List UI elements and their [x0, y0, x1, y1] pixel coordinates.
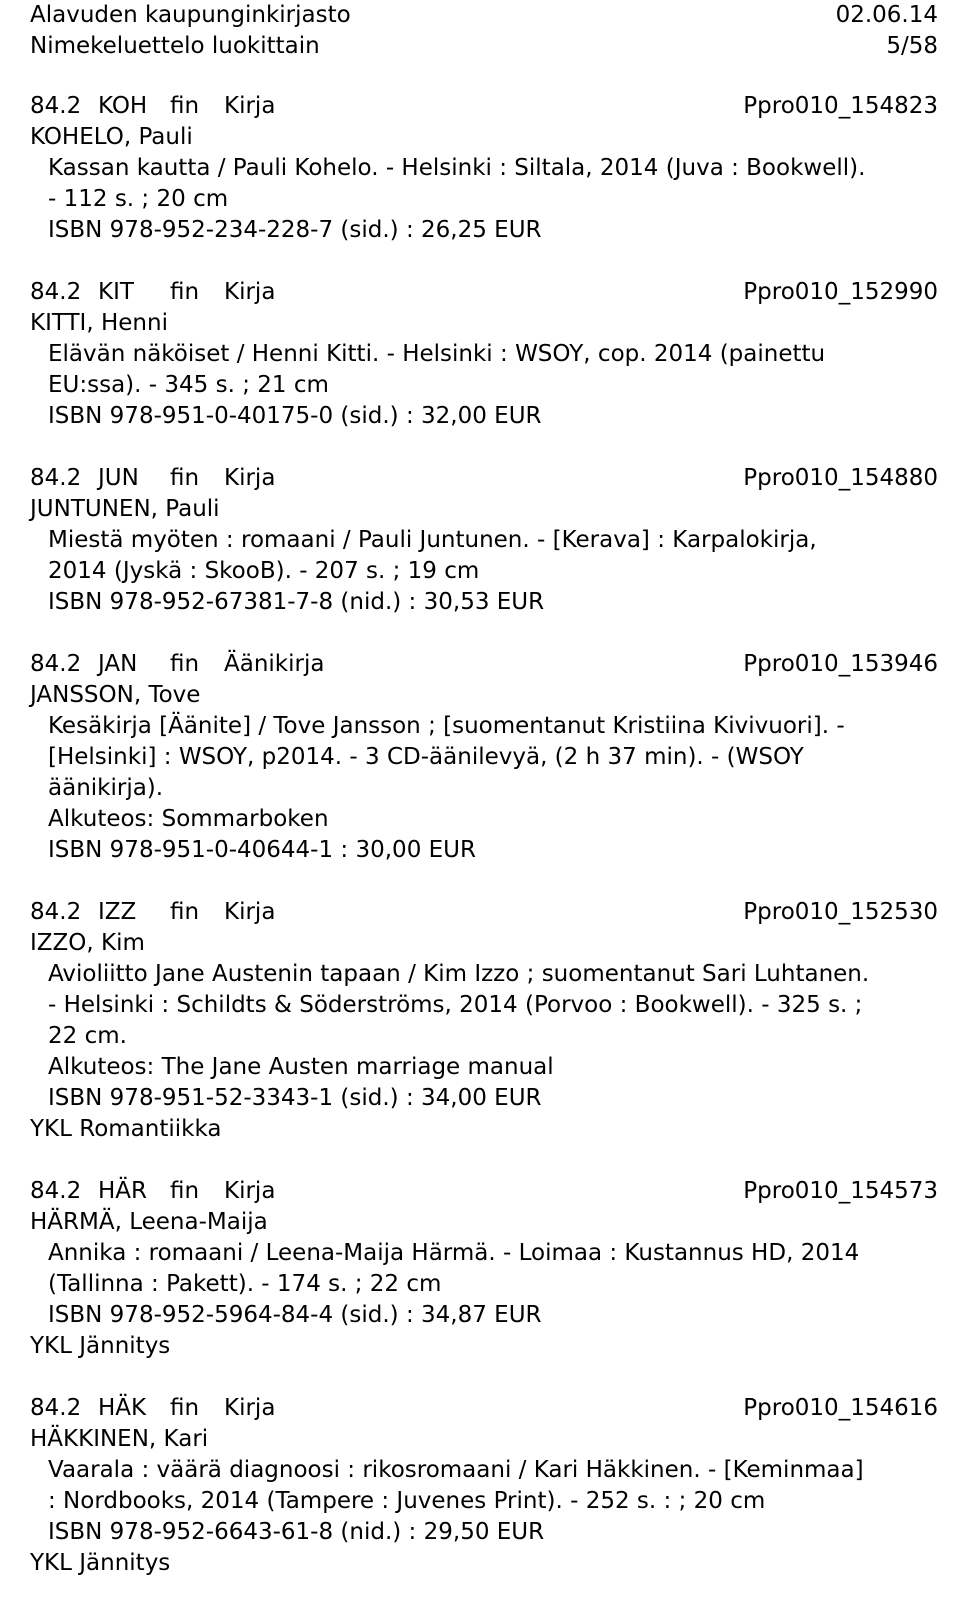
record-genre: YKL Jännitys	[30, 1550, 171, 1576]
record-description-line: ISBN 978-952-6643-61-8 (nid.) : 29,50 EUR	[48, 1519, 545, 1545]
language-code: fin	[170, 1395, 200, 1421]
material-type: Äänikirja	[224, 651, 325, 677]
language-code: fin	[170, 899, 200, 925]
record-codes	[30, 463, 275, 494]
record-id: Ppro010_154573	[743, 1178, 938, 1204]
record-header	[30, 1176, 938, 1207]
record-description-line: EU:ssa). - 345 s. ; 21 cm	[48, 372, 329, 398]
record-header	[30, 277, 938, 308]
record-codes	[30, 1176, 275, 1207]
list-title: Nimekeluettelo luokittain	[30, 33, 320, 59]
record-description-line: Kassan kautta / Pauli Kohelo. - Helsinki : Siltala, 2014 (Juva : Bookwell).	[48, 155, 866, 181]
record-description-line: Alkuteos: Sommarboken	[48, 806, 329, 832]
record-header	[30, 897, 938, 928]
material-type: Kirja	[224, 1178, 276, 1204]
record-codes	[30, 1393, 275, 1424]
language-code: fin	[170, 1178, 200, 1204]
record-codes	[30, 897, 275, 928]
language-code: fin	[170, 93, 200, 119]
record-author: JUNTUNEN, Pauli	[30, 496, 220, 522]
record-author: KITTI, Henni	[30, 310, 168, 336]
catalog-record	[30, 463, 938, 618]
shelf-code: HÄR	[98, 1178, 148, 1204]
class-number: 84.2	[30, 465, 82, 491]
record-description-line: 22 cm.	[48, 1023, 127, 1049]
record-codes	[30, 277, 275, 308]
header-row-1	[30, 0, 938, 31]
catalog-record	[30, 649, 938, 866]
record-description-line: Alkuteos: The Jane Austen marriage manual	[48, 1054, 554, 1080]
catalog-record	[30, 277, 938, 432]
catalog-record	[30, 91, 938, 246]
class-number: 84.2	[30, 899, 82, 925]
record-description-line: ISBN 978-951-52-3343-1 (sid.) : 34,00 EUR	[48, 1085, 542, 1111]
record-description-line: Elävän näköiset / Henni Kitti. - Helsinki : WSOY, cop. 2014 (painettu	[48, 341, 826, 367]
record-author: JANSSON, Tove	[30, 682, 201, 708]
catalog-record	[30, 1393, 938, 1579]
record-author: HÄRMÄ, Leena-Maija	[30, 1209, 268, 1235]
record-description-line: Vaarala : väärä diagnoosi : rikosromaani / Kari Häkkinen. - [Keminmaa]	[48, 1457, 864, 1483]
record-author: HÄKKINEN, Kari	[30, 1426, 209, 1452]
record-id: Ppro010_152530	[743, 899, 938, 925]
record-codes	[30, 649, 324, 680]
report-date: 02.06.14	[835, 2, 938, 28]
record-description-line: Kesäkirja [Äänite] / Tove Jansson ; [suomentanut Kristiina Kivivuori]. -	[48, 713, 845, 739]
record-id: Ppro010_153946	[743, 651, 938, 677]
record-description-line: : Nordbooks, 2014 (Tampere : Juvenes Print). - 252 s. : ; 20 cm	[48, 1488, 766, 1514]
shelf-code: IZZ	[98, 899, 137, 925]
record-genre: YKL Jännitys	[30, 1333, 171, 1359]
shelf-code: JUN	[98, 465, 139, 491]
catalog-record	[30, 1176, 938, 1362]
material-type: Kirja	[224, 899, 276, 925]
shelf-code: KIT	[98, 279, 134, 305]
page-header	[30, 0, 938, 62]
record-header	[30, 463, 938, 494]
record-header	[30, 649, 938, 680]
record-id: Ppro010_152990	[743, 279, 938, 305]
record-description-line: - Helsinki : Schildts & Söderströms, 2014 (Porvoo : Bookwell). - 325 s. ;	[48, 992, 863, 1018]
record-description-line: - 112 s. ; 20 cm	[48, 186, 229, 212]
class-number: 84.2	[30, 651, 82, 677]
language-code: fin	[170, 279, 200, 305]
record-id: Ppro010_154823	[743, 93, 938, 119]
record-header	[30, 1393, 938, 1424]
language-code: fin	[170, 465, 200, 491]
material-type: Kirja	[224, 93, 276, 119]
record-description-line: ISBN 978-951-0-40175-0 (sid.) : 32,00 EUR	[48, 403, 542, 429]
language-code: fin	[170, 651, 200, 677]
record-description-line: 2014 (Jyskä : SkooB). - 207 s. ; 19 cm	[48, 558, 480, 584]
class-number: 84.2	[30, 93, 82, 119]
record-description-line: Annika : romaani / Leena-Maija Härmä. - Loimaa : Kustannus HD, 2014	[48, 1240, 860, 1266]
record-description-line: ISBN 978-952-5964-84-4 (sid.) : 34,87 EUR	[48, 1302, 542, 1328]
record-description-line: ISBN 978-951-0-40644-1 : 30,00 EUR	[48, 837, 476, 863]
page-number: 5/58	[886, 33, 938, 59]
record-description-line: ISBN 978-952-234-228-7 (sid.) : 26,25 EUR	[48, 217, 542, 243]
header-row-2	[30, 31, 938, 62]
class-number: 84.2	[30, 279, 82, 305]
material-type: Kirja	[224, 465, 276, 491]
record-id: Ppro010_154880	[743, 465, 938, 491]
record-genre: YKL Romantiikka	[30, 1116, 222, 1142]
library-name: Alavuden kaupunginkirjasto	[30, 2, 351, 28]
record-author: KOHELO, Pauli	[30, 124, 193, 150]
record-header	[30, 91, 938, 122]
record-description-line: äänikirja).	[48, 775, 164, 801]
shelf-code: KOH	[98, 93, 148, 119]
class-number: 84.2	[30, 1395, 82, 1421]
shelf-code: JAN	[98, 651, 138, 677]
record-description-line: Miestä myöten : romaani / Pauli Juntunen. - [Kerava] : Karpalokirja,	[48, 527, 817, 553]
record-description-line: Avioliitto Jane Austenin tapaan / Kim Izzo ; suomentanut Sari Luhtanen.	[48, 961, 870, 987]
record-description-line: ISBN 978-952-67381-7-8 (nid.) : 30,53 EUR	[48, 589, 545, 615]
record-description-line: (Tallinna : Pakett). - 174 s. ; 22 cm	[48, 1271, 442, 1297]
class-number: 84.2	[30, 1178, 82, 1204]
record-id: Ppro010_154616	[743, 1395, 938, 1421]
shelf-code: HÄK	[98, 1395, 147, 1421]
material-type: Kirja	[224, 279, 276, 305]
record-description-line: [Helsinki] : WSOY, p2014. - 3 CD-äänilevyä, (2 h 37 min). - (WSOY	[48, 744, 804, 770]
material-type: Kirja	[224, 1395, 276, 1421]
record-codes	[30, 91, 275, 122]
catalog-record	[30, 897, 938, 1145]
record-author: IZZO, Kim	[30, 930, 145, 956]
record-list	[30, 91, 938, 1579]
